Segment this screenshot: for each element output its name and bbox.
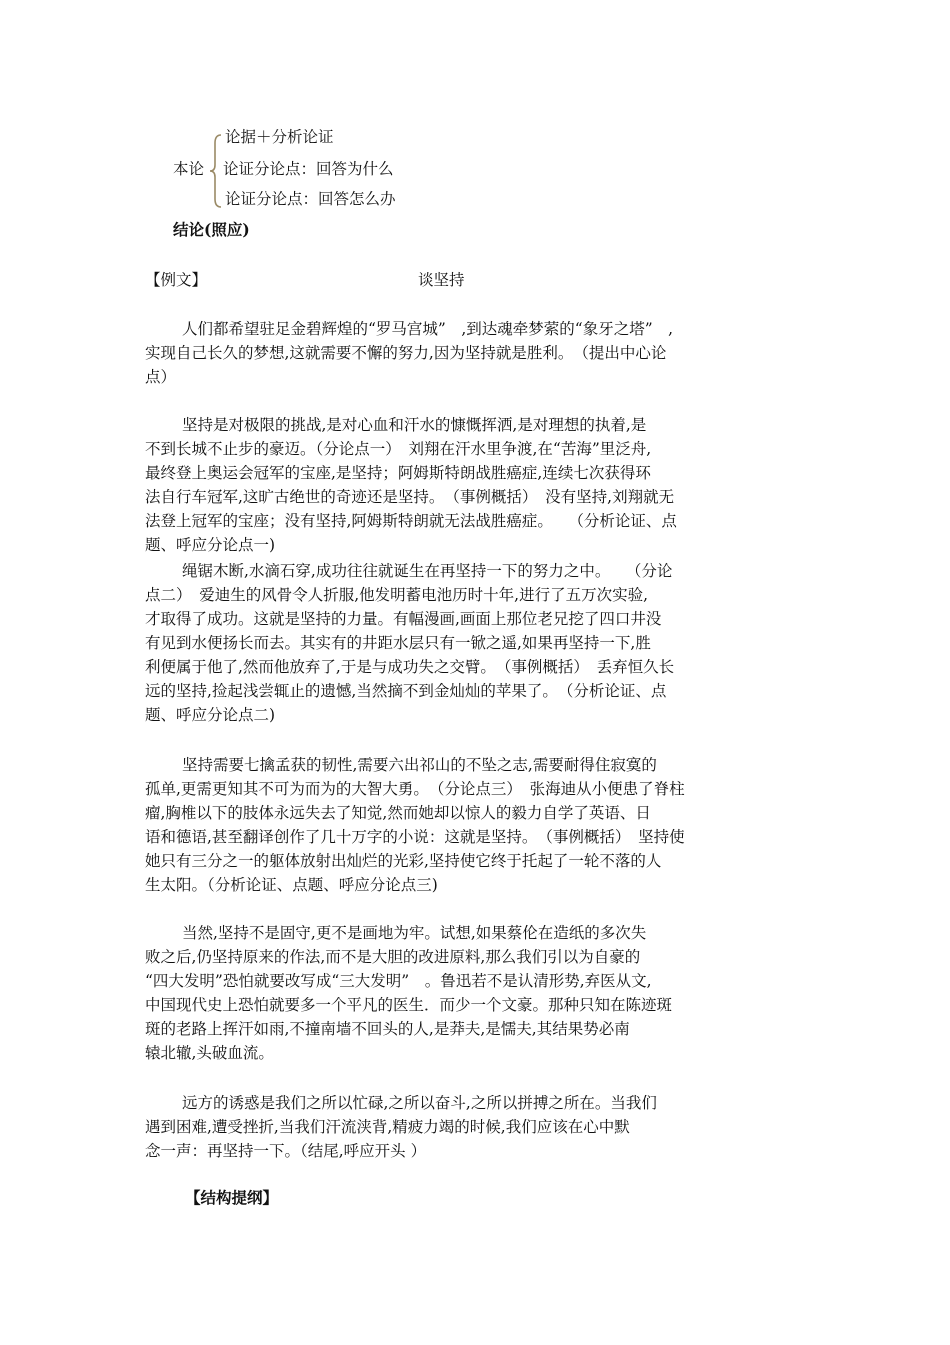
essay-line: 遇到困难,遭受挫折,当我们汗流浃背,精疲力竭的时候,我们应该在心中默	[145, 1118, 630, 1136]
essay-line: 题、呼应分论点一)	[145, 536, 276, 554]
essay-line: 法登上冠军的宝座；没有坚持,阿姆斯特朗就无法战胜癌症。 （分析论证、点	[145, 512, 677, 530]
outline-branch-1: 论据＋分析论证	[225, 128, 334, 146]
essay-line: 生太阳。（分析论证、点题、呼应分论点三)	[145, 876, 438, 894]
essay-line: 不到长城不止步的豪迈。（分论点一） 刘翔在汗水里争渡,在“苦海”里泛舟,	[145, 440, 652, 458]
outline-left-label: 本论	[173, 160, 205, 178]
essay-line: 法自行车冠军,这旷古绝世的奇迹还是坚持。 （事例概括） 没有坚持,刘翔就无	[145, 488, 675, 506]
outline-branch-2: 论证分论点：回答为什么	[223, 160, 394, 178]
essay-line: 点）	[145, 368, 177, 386]
structure-heading: 【结构提纲】	[185, 1188, 279, 1207]
essay-line: 坚持是对极限的挑战,是对心血和汗水的慷慨挥洒,是对理想的执着,是	[182, 416, 647, 434]
essay-line: 绳锯木断,水滴石穿,成功往往就诞生在再坚持一下的努力之中。 （分论	[182, 562, 673, 580]
essay-line: 坚持需要七擒孟获的韧性,需要六出祁山的不坠之志,需要耐得住寂寞的	[182, 756, 657, 774]
essay-line: “四大发明”恐怕就要改写成“三大发明” 。鲁迅若不是认清形势,弃医从文,	[145, 972, 652, 990]
essay-line: 语和德语,甚至翻译创作了几十万字的小说：这就是坚持。 （事例概括） 坚持使	[145, 828, 685, 846]
essay-line: 最终登上奥运会冠军的宝座,是坚持；阿姆斯特朗战胜癌症,连续七次获得环	[145, 464, 651, 482]
essay-line: 她只有三分之一的躯体放射出灿烂的光彩,坚持使它终于托起了一轮不落的人	[145, 852, 662, 870]
essay-line: 点二） 爱迪生的风骨令人折服,他发明蓄电池历时十年,进行了五万次实验,	[145, 586, 649, 604]
essay-line: 人们都希望驻足金碧辉煌的“罗马宫城” ,到达魂牵梦萦的“象牙之塔” ,	[182, 320, 674, 338]
essay-line: 利便属于他了,然而他放弃了,于是与成功失之交臂。 （事例概括） 丢弃恒久长	[145, 658, 675, 676]
essay-line: 辕北辙,头破血流。	[145, 1044, 274, 1062]
essay-line: 实现自己长久的梦想,这就需要不懈的努力,因为坚持就是胜利。 （提出中心论	[145, 344, 667, 362]
essay-line: 瘤,胸椎以下的肢体永远失去了知觉,然而她却以惊人的毅力自学了英语、日	[145, 804, 651, 822]
essay-line: 远方的诱惑是我们之所以忙碌,之所以奋斗,之所以拼搏之所在。当我们	[182, 1094, 657, 1112]
essay-line: 远的坚持,捡起浅尝辄止的遗憾,当然摘不到金灿灿的苹果了。 （分析论证、点	[145, 682, 667, 700]
example-label: 【例文】	[145, 271, 208, 289]
essay-line: 斑的老路上挥汗如雨,不撞南墙不回头的人,是莽夫,是懦夫,其结果势必南	[145, 1020, 630, 1038]
essay-line: 当然,坚持不是固守,更不是画地为牢。试想,如果蔡伦在造纸的多次失	[182, 924, 647, 942]
essay-line: 题、呼应分论点二)	[145, 706, 276, 724]
essay-line: 败之后,仍坚持原来的作法,而不是大胆的改进原料,那么我们引以为自豪的	[145, 948, 641, 966]
example-title: 谈坚持	[418, 271, 465, 289]
essay-line: 念一声：再坚持一下。（结尾,呼应开头 ）	[145, 1142, 427, 1160]
outline-conclusion: 结论(照应)	[173, 220, 250, 239]
essay-line: 才取得了成功。这就是坚持的力量。有幅漫画,画面上那位老兄挖了四口井没	[145, 610, 662, 628]
essay-line: 有见到水便扬长而去。其实有的井距水层只有一锨之遥,如果再坚持一下,胜	[145, 634, 651, 652]
essay-line: 孤单,更需更知其不可为而为的大智大勇。 （分论点三） 张海迪从小便患了脊柱	[145, 780, 685, 798]
outline-brace-icon	[209, 133, 223, 209]
essay-line: 中国现代史上恐怕就要多一个平凡的医生．而少一个文豪。那种只知在陈迹斑	[145, 996, 673, 1014]
outline-branch-3: 论证分论点：回答怎么办	[225, 190, 396, 208]
